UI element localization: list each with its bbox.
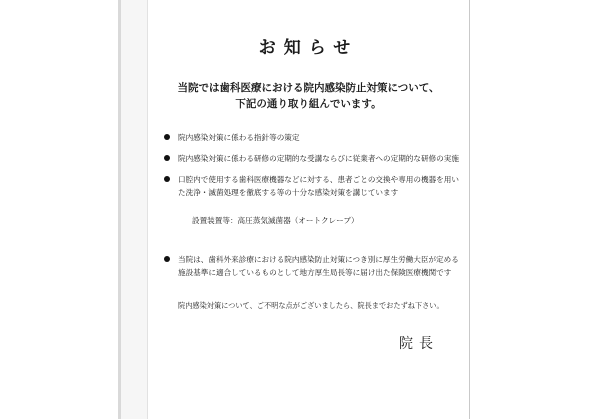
inquiry-text: 院内感染対策について、ご不明な点がございましたら、院長までおたずね下さい。 [178,301,444,310]
list-item [164,131,460,144]
bullet-icon [164,155,170,161]
signature: 院長 [399,336,439,352]
intro-text [148,80,469,112]
intro-line: 当院では歯科医療における院内感染防止対策について、 [177,82,440,94]
list-item [164,253,460,279]
list-item-text: 口腔内で使用する歯科医療機器などに対する、患者ごとの交換や専用の機器を用いた洗浄・滅菌処理を徹底する等の十分な感染対策を講じています [178,175,459,197]
bullet-icon [164,256,170,262]
measures-list [164,131,460,207]
intro-line: 下記の通り取り組んでいます。 [235,98,382,110]
list-item [164,173,460,199]
list-item-text: 院内感染対策に係わる指針等の策定 [178,133,300,142]
notice-sheet [147,0,469,419]
bullet-icon [164,176,170,182]
backing-margin-left [121,0,147,419]
facility-notice [164,253,460,287]
list-item [164,152,460,165]
list-item-text: 院内感染対策に係わる研修の定期的な受講ならびに従業者への定期的な研修の実施 [178,154,459,163]
bullet-icon [164,134,170,140]
notice-title: お知らせ [258,38,359,58]
device-line: 設置装置等：高圧蒸気滅菌器（オートクレーブ） [192,216,359,225]
list-item-text: 当院は、歯科外来診療における院内感染防止対策につき別に厚生労働大臣が定める施設基準に適合しているものとして地方厚生局長等に届け出た保険医療機関です [178,255,459,277]
